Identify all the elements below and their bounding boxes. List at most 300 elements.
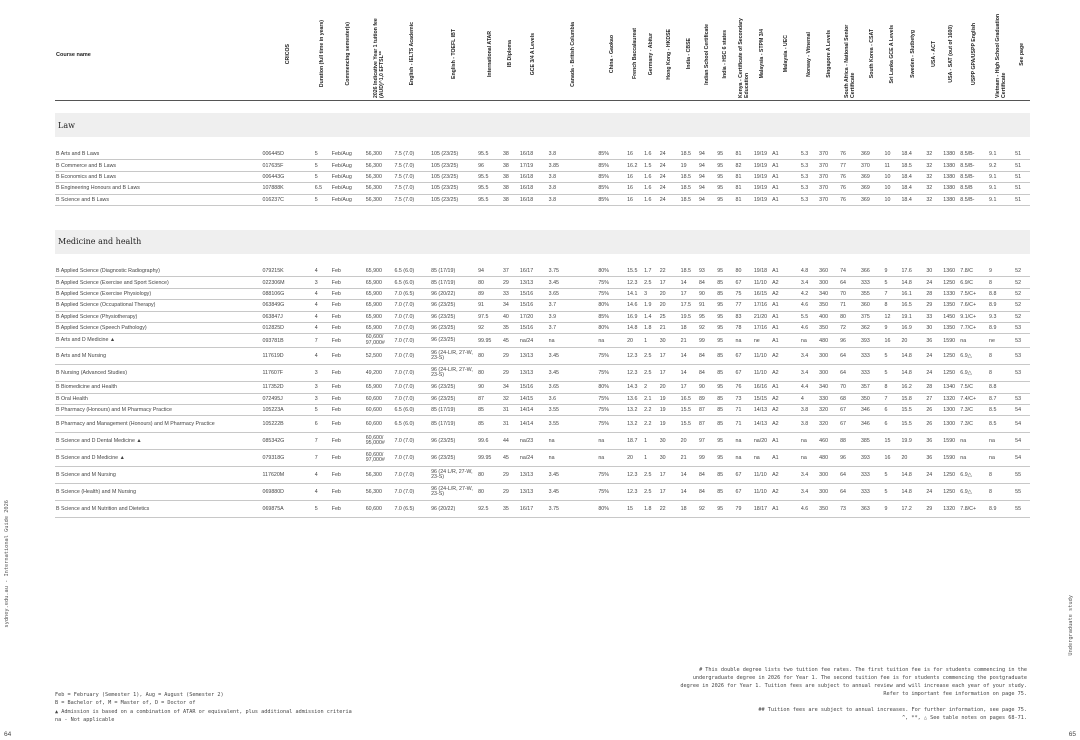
course-requirements-table: [55, 10, 1030, 518]
table-cell: 95.5: [477, 149, 502, 160]
course-name-cell: B Biomedicine and Health: [55, 382, 262, 393]
table-cell: 3.4: [800, 467, 818, 484]
table-cell: na/24: [519, 334, 548, 348]
table-cell: 3: [314, 365, 331, 382]
header-column-label: Sri Lanka GCE A Levels: [888, 24, 895, 84]
table-cell: 99.95: [477, 450, 502, 467]
table-cell: 346: [860, 405, 884, 416]
table-cell: 84: [698, 467, 716, 484]
table-row: [55, 149, 1030, 160]
table-cell: 4: [314, 348, 331, 365]
table-cell: 94: [698, 194, 716, 205]
table-cell: 75%: [597, 365, 626, 382]
table-cell: 96 (20/22): [430, 288, 477, 299]
course-name-cell: B Nursing (Advanced Studies): [55, 365, 262, 382]
table-cell: 6.5: [314, 183, 331, 194]
table-cell: 063847J: [262, 311, 314, 322]
table-cell: 3.7: [548, 322, 598, 333]
header-column-label: Norway - Vitnemal: [806, 31, 813, 77]
table-cell: 3.65: [548, 382, 598, 393]
course-name-cell: B Engineering Honours and B Laws: [55, 183, 262, 194]
table-cell: 7.0 (7.0): [393, 382, 430, 393]
table-cell: 6.9△: [959, 467, 988, 484]
table-cell: 71: [735, 416, 753, 433]
table-cell: 65,900: [365, 311, 394, 322]
table-cell: 6: [314, 416, 331, 433]
table-cell: 95: [716, 300, 734, 311]
table-cell: 1.8: [643, 322, 659, 333]
table-cell: 85: [716, 365, 734, 382]
table-cell: 1.6: [643, 194, 659, 205]
table-cell: 10: [884, 183, 901, 194]
table-cell: 370: [818, 149, 839, 160]
table-cell: A2: [771, 288, 800, 299]
table-cell: 65,900: [365, 322, 394, 333]
table-cell: 52: [1014, 300, 1030, 311]
table-cell: 107888K: [262, 183, 314, 194]
table-cell: 73: [735, 393, 753, 404]
table-cell: 55: [1014, 467, 1030, 484]
table-cell: 99.95: [477, 334, 502, 348]
table-cell: 1380: [942, 149, 959, 160]
table-cell: 340: [818, 288, 839, 299]
table-cell: 7.7/C+: [959, 322, 988, 333]
table-cell: 340: [818, 382, 839, 393]
table-cell: 31: [502, 405, 519, 416]
table-cell: 5.3: [800, 149, 818, 160]
table-cell: Feb: [331, 365, 365, 382]
header-course-name: Course name: [55, 10, 262, 101]
table-cell: 96 (23/25): [430, 450, 477, 467]
table-cell: 11/10: [753, 348, 771, 365]
table-cell: 4.2: [800, 288, 818, 299]
table-cell: 83: [735, 311, 753, 322]
table-cell: 12: [884, 311, 901, 322]
table-cell: 6.5 (6.0): [393, 266, 430, 277]
table-cell: 21: [659, 322, 680, 333]
header-column: [818, 10, 839, 101]
table-cell: 87: [477, 393, 502, 404]
table-cell: 369: [860, 171, 884, 182]
header-column-label: Duration (full time in years): [319, 20, 326, 88]
table-cell: 16.2: [900, 382, 925, 393]
table-cell: 5: [314, 160, 331, 171]
table-cell: 17: [659, 467, 680, 484]
table-cell: 31: [502, 416, 519, 433]
table-cell: 92: [698, 322, 716, 333]
table-cell: 14/15: [519, 393, 548, 404]
table-cell: 19.9: [900, 433, 925, 450]
table-cell: 74: [839, 266, 860, 277]
table-cell: 350: [818, 322, 839, 333]
table-cell: 96 (23/25): [430, 322, 477, 333]
table-cell: 12.3: [626, 365, 643, 382]
table-cell: 90: [698, 382, 716, 393]
section-title: Law: [55, 113, 1030, 137]
table-cell: 96: [477, 160, 502, 171]
table-cell: 333: [860, 348, 884, 365]
table-cell: 9.1: [988, 171, 1014, 182]
table-cell: 1380: [942, 183, 959, 194]
table-cell: 2.5: [643, 277, 659, 288]
table-cell: 19/19: [753, 160, 771, 171]
table-cell: 64: [839, 277, 860, 288]
table-cell: 22: [659, 501, 680, 518]
table-cell: 16.5: [900, 300, 925, 311]
header-column-label: Hong Kong - HKDSE: [666, 28, 673, 80]
table-cell: 38: [502, 160, 519, 171]
table-cell: 28: [925, 382, 942, 393]
table-cell: A2: [771, 484, 800, 501]
table-cell: 51: [1014, 171, 1030, 182]
table-cell: 19/19: [753, 149, 771, 160]
table-cell: na: [959, 450, 988, 467]
table-cell: 9: [884, 501, 901, 518]
table-cell: 64: [839, 467, 860, 484]
table-cell: 56,300: [365, 467, 394, 484]
table-cell: 5.3: [800, 194, 818, 205]
table-cell: 95: [716, 149, 734, 160]
table-cell: 3.55: [548, 405, 598, 416]
table-cell: 78: [735, 322, 753, 333]
course-name-cell: B Science (Health) and M Nursing: [55, 484, 262, 501]
table-cell: 85%: [597, 160, 626, 171]
table-cell: 2.1: [643, 393, 659, 404]
table-cell: 30: [659, 334, 680, 348]
table-cell: 12.3: [626, 348, 643, 365]
table-cell: Feb: [331, 277, 365, 288]
table-cell: 95: [716, 334, 734, 348]
table-cell: 8.5/B-: [959, 160, 988, 171]
table-cell: 2.5: [643, 467, 659, 484]
table-cell: 88: [839, 433, 860, 450]
table-cell: 3.9: [548, 311, 598, 322]
table-cell: 14.6: [626, 300, 643, 311]
table-cell: 32: [925, 171, 942, 182]
table-cell: 355: [860, 288, 884, 299]
table-cell: 017635F: [262, 160, 314, 171]
header-column-label: French Baccalaureat: [631, 28, 638, 80]
table-cell: 460: [818, 433, 839, 450]
table-cell: 069880D: [262, 484, 314, 501]
table-cell: 11: [884, 160, 901, 171]
table-cell: 33: [925, 311, 942, 322]
course-name-cell: B Applied Science (Exercise and Sport Science): [55, 277, 262, 288]
table-cell: A2: [771, 348, 800, 365]
table-cell: 1: [643, 334, 659, 348]
header-column: [884, 10, 901, 101]
table-cell: 51: [1014, 194, 1030, 205]
table-cell: 81: [735, 171, 753, 182]
table-cell: 3.8: [800, 405, 818, 416]
table-cell: Feb: [331, 501, 365, 518]
table-cell: 300: [818, 277, 839, 288]
table-cell: 56,300: [365, 160, 394, 171]
table-cell: 24: [925, 348, 942, 365]
table-cell: 20: [659, 382, 680, 393]
header-column: [393, 10, 430, 101]
table-cell: 14.8: [900, 277, 925, 288]
table-cell: 17.5: [680, 300, 698, 311]
table-cell: 95: [716, 322, 734, 333]
table-cell: 82: [735, 160, 753, 171]
table-cell: 14.8: [900, 365, 925, 382]
table-cell: A2: [771, 365, 800, 382]
table-cell: 85%: [597, 311, 626, 322]
table-cell: 11/10: [753, 277, 771, 288]
table-cell: 80%: [597, 501, 626, 518]
table-cell: 1.6: [643, 171, 659, 182]
table-cell: 96 (23/25): [430, 300, 477, 311]
table-cell: 117607F: [262, 365, 314, 382]
table-cell: 17/16: [753, 322, 771, 333]
table-cell: na/24: [519, 450, 548, 467]
table-cell: na: [959, 433, 988, 450]
table-cell: 33: [502, 288, 519, 299]
table-cell: 22: [659, 266, 680, 277]
table-cell: 94: [477, 266, 502, 277]
header-column: [365, 10, 394, 101]
table-cell: 14: [680, 365, 698, 382]
table-cell: A1: [771, 450, 800, 467]
table-cell: 1590: [942, 334, 959, 348]
table-cell: 30: [659, 450, 680, 467]
table-cell: 016237C: [262, 194, 314, 205]
table-cell: 369: [860, 183, 884, 194]
table-cell: 6.9/C: [959, 277, 988, 288]
table-cell: 16.9: [900, 322, 925, 333]
table-cell: 96 (24 L/R, 27-W, 23-S): [430, 467, 477, 484]
table-cell: 7.0 (6.5): [393, 501, 430, 518]
page-number-left: 64: [4, 731, 12, 738]
header-column-label: Malaysia - STPM 3/4: [758, 29, 765, 79]
table-cell: 3.8: [548, 183, 598, 194]
table-cell: 38: [502, 171, 519, 182]
table-cell: 13/13: [519, 484, 548, 501]
legend-notes: [55, 691, 352, 724]
table-cell: 8: [988, 484, 1014, 501]
table-cell: 1380: [942, 194, 959, 205]
table-cell: 32: [925, 160, 942, 171]
table-cell: 91: [698, 300, 716, 311]
table-cell: 75%: [597, 277, 626, 288]
table-cell: na: [800, 334, 818, 348]
table-cell: 85: [716, 348, 734, 365]
table-cell: 52,500: [365, 348, 394, 365]
table-cell: 9: [884, 266, 901, 277]
table-cell: 6.9△: [959, 365, 988, 382]
table-cell: Feb: [331, 322, 365, 333]
course-name-cell: B Science and D Dental Medicine ▲: [55, 433, 262, 450]
table-cell: na: [548, 433, 598, 450]
table-cell: 13.6: [626, 393, 643, 404]
fee-note: undergraduate degree in 2026 for Year 1. The second tuition fee is for students commencing the postgraduate: [692, 675, 1027, 682]
table-cell: na: [988, 433, 1014, 450]
table-cell: A1: [771, 194, 800, 205]
table-row: [55, 171, 1030, 182]
table-cell: 72: [839, 322, 860, 333]
table-cell: 346: [860, 416, 884, 433]
table-row: [55, 501, 1030, 518]
table-cell: 92: [698, 501, 716, 518]
table-cell: 5: [314, 149, 331, 160]
table-cell: 18.5: [680, 149, 698, 160]
table-cell: na: [735, 450, 753, 467]
course-name-cell: B Arts and D Medicine ▲: [55, 334, 262, 348]
table-cell: 95: [716, 433, 734, 450]
table-cell: 1: [643, 450, 659, 467]
table-cell: 16/18: [519, 194, 548, 205]
table-cell: 15.5: [900, 405, 925, 416]
header-column-label: Kenya - Certificate of Secondary Education: [737, 18, 750, 98]
table-cell: 4: [800, 393, 818, 404]
table-cell: 67: [839, 405, 860, 416]
table-cell: 81: [735, 194, 753, 205]
header-column: [771, 10, 800, 101]
course-name-cell: B Oral Health: [55, 393, 262, 404]
table-row: [55, 450, 1030, 467]
left-side-label: sydney.edu.au - International Guide 2026: [4, 500, 10, 628]
table-cell: 300: [818, 365, 839, 382]
table-cell: 44: [502, 433, 519, 450]
course-name-cell: B Arts and B Laws: [55, 149, 262, 160]
table-cell: 71: [735, 405, 753, 416]
table-cell: 68: [839, 393, 860, 404]
table-cell: 7.3/C: [959, 405, 988, 416]
header-column: [942, 10, 959, 101]
table-cell: 19: [659, 416, 680, 433]
table-cell: 16.5: [680, 393, 698, 404]
table-cell: 85: [716, 288, 734, 299]
table-cell: na: [753, 450, 771, 467]
table-cell: 29: [502, 365, 519, 382]
table-cell: 37: [502, 266, 519, 277]
table-cell: 80: [477, 484, 502, 501]
table-cell: 4: [314, 288, 331, 299]
table-cell: 15.5: [680, 416, 698, 433]
table-cell: 4.6: [800, 300, 818, 311]
table-cell: 18.5: [900, 160, 925, 171]
header-column: [680, 10, 698, 101]
table-cell: 80: [477, 365, 502, 382]
table-cell: 67: [735, 277, 753, 288]
table-cell: 96 (24-L/R, 27-W, 23-S): [430, 365, 477, 382]
table-cell: 85 (17/19): [430, 277, 477, 288]
table-cell: Feb/Aug: [331, 171, 365, 182]
table-cell: 67: [735, 365, 753, 382]
table-cell: 3.85: [548, 160, 598, 171]
table-cell: 3: [643, 288, 659, 299]
table-cell: 85: [477, 416, 502, 433]
table-cell: 105 (23/25): [430, 183, 477, 194]
legend-note: B = Bachelor of, M = Master of, D = Doctor of: [55, 700, 196, 707]
table-cell: 7.5/C+: [959, 288, 988, 299]
table-cell: 13.2: [626, 405, 643, 416]
table-cell: 022306M: [262, 277, 314, 288]
table-row: [55, 183, 1030, 194]
table-cell: 85%: [597, 194, 626, 205]
table-cell: 14.3: [626, 382, 643, 393]
table-cell: 17: [659, 348, 680, 365]
course-name-cell: B Applied Science (Physiotherapy): [55, 311, 262, 322]
table-cell: 95.5: [477, 194, 502, 205]
table-cell: 52: [1014, 266, 1030, 277]
table-row: [55, 311, 1030, 322]
table-cell: 53: [1014, 334, 1030, 348]
table-row: [55, 393, 1030, 404]
table-cell: 7.0 (7.0): [393, 450, 430, 467]
table-cell: 36: [925, 450, 942, 467]
table-cell: 16.9: [626, 311, 643, 322]
table-cell: 330: [818, 393, 839, 404]
table-cell: 89: [477, 288, 502, 299]
table-cell: 333: [860, 365, 884, 382]
header-column-label: USPP GPA/USPP English: [970, 23, 977, 85]
table-cell: 95: [716, 183, 734, 194]
table-cell: na: [988, 450, 1014, 467]
course-name-cell: B Applied Science (Exercise Physiology): [55, 288, 262, 299]
table-cell: 34: [502, 382, 519, 393]
table-cell: 16: [626, 171, 643, 182]
table-cell: 56,300: [365, 149, 394, 160]
header-column: [314, 10, 331, 101]
table-cell: 9.3: [988, 311, 1014, 322]
table-cell: 40: [502, 311, 519, 322]
table-cell: 16/18: [519, 149, 548, 160]
header-column: [519, 10, 548, 101]
table-cell: 7.0 (6.5): [393, 288, 430, 299]
table-cell: 49,200: [365, 365, 394, 382]
table-cell: 29: [502, 348, 519, 365]
table-cell: 7.0 (7.0): [393, 393, 430, 404]
table-cell: 80: [477, 467, 502, 484]
table-cell: 4: [314, 467, 331, 484]
table-cell: 19/19: [753, 194, 771, 205]
table-cell: 6: [884, 405, 901, 416]
table-cell: 54: [1014, 416, 1030, 433]
table-cell: 105 (23/25): [430, 149, 477, 160]
course-name-cell: B Applied Science (Occupational Therapy): [55, 300, 262, 311]
table-cell: 8.5: [988, 405, 1014, 416]
table-cell: ne: [753, 334, 771, 348]
table-cell: 17.6: [900, 266, 925, 277]
table-cell: 1: [643, 433, 659, 450]
table-cell: 80%: [597, 266, 626, 277]
table-cell: 32: [925, 149, 942, 160]
table-cell: 370: [818, 194, 839, 205]
table-cell: 91: [477, 300, 502, 311]
course-name-cell: B Applied Science (Speech Pathology): [55, 322, 262, 333]
table-cell: 60,600/ 95,000#: [365, 433, 394, 450]
table-cell: 93: [698, 266, 716, 277]
table-cell: 52: [1014, 311, 1030, 322]
table-cell: 87: [698, 416, 716, 433]
table-cell: 64: [839, 365, 860, 382]
table-cell: [1014, 382, 1030, 393]
table-row: [55, 322, 1030, 333]
table-cell: 1250: [942, 348, 959, 365]
table-cell: 94: [698, 183, 716, 194]
legend-note: Feb = February (Semester 1), Aug = August (Semester 2): [55, 692, 224, 698]
table-cell: 15.5: [680, 405, 698, 416]
table-cell: 65,900: [365, 300, 394, 311]
table-cell: 24: [925, 484, 942, 501]
table-cell: 56,300: [365, 194, 394, 205]
table-cell: 088106G: [262, 288, 314, 299]
table-row: [55, 484, 1030, 501]
table-cell: 14: [680, 484, 698, 501]
table-cell: 95: [716, 171, 734, 182]
